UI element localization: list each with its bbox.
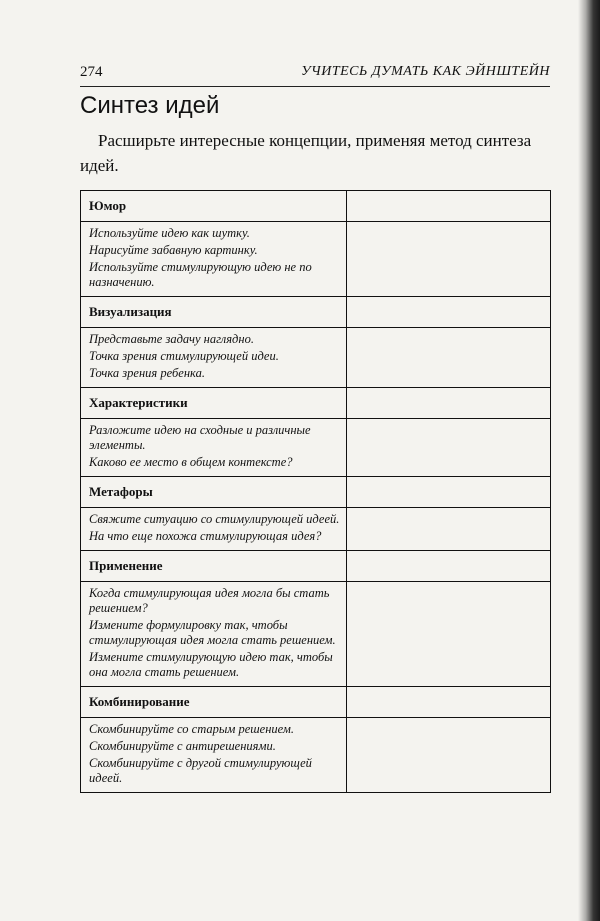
category-cell bbox=[81, 191, 347, 222]
items-row-application bbox=[81, 582, 551, 687]
blank-cell bbox=[347, 718, 551, 793]
category-cell bbox=[81, 477, 347, 508]
blank-cell bbox=[347, 388, 551, 419]
list-item: Измените стимулирующую идею так, чтобы она могла стать решением. bbox=[89, 650, 333, 679]
category-cell bbox=[81, 297, 347, 328]
items-row-combination bbox=[81, 718, 551, 793]
blank-cell bbox=[347, 508, 551, 551]
category-row-combination bbox=[81, 687, 551, 718]
category-label: Комбинирование bbox=[89, 694, 190, 709]
category-row-humor bbox=[81, 191, 551, 222]
item-list bbox=[81, 508, 346, 550]
page-number: 274 bbox=[80, 64, 103, 80]
category-label: Визуализация bbox=[89, 304, 172, 319]
blank-cell bbox=[347, 551, 551, 582]
items-cell bbox=[81, 328, 347, 388]
category-cell bbox=[81, 388, 347, 419]
running-title: УЧИТЕСЬ ДУМАТЬ КАК ЭЙНШТЕЙН bbox=[301, 64, 550, 79]
category-row-characteristics bbox=[81, 388, 551, 419]
synthesis-table bbox=[80, 190, 551, 793]
list-item: Скомбинируйте с другой стимулирующей идеей. bbox=[89, 756, 312, 785]
items-cell bbox=[81, 222, 347, 297]
items-cell bbox=[81, 718, 347, 793]
category-label: Метафоры bbox=[89, 484, 153, 499]
list-item: Используйте идею как шутку. bbox=[89, 226, 250, 240]
category-label: Характеристики bbox=[89, 395, 188, 410]
list-item: Когда стимулирующая идея могла бы стать решением? bbox=[89, 586, 330, 615]
items-row-humor bbox=[81, 222, 551, 297]
blank-cell bbox=[347, 328, 551, 388]
items-row-visualization bbox=[81, 328, 551, 388]
list-item: Каково ее место в общем контексте? bbox=[89, 455, 293, 469]
page-header bbox=[80, 60, 550, 87]
list-item: На что еще похожа стимулирующая идея? bbox=[89, 529, 322, 543]
items-cell bbox=[81, 508, 347, 551]
list-item: Разложите идею на сходные и различные элементы. bbox=[89, 423, 311, 452]
list-item: Используйте стимулирующую идею не по назначению. bbox=[89, 260, 312, 289]
item-list bbox=[81, 222, 346, 296]
category-cell bbox=[81, 551, 347, 582]
items-row-characteristics bbox=[81, 419, 551, 477]
section-title: Синтез идей bbox=[80, 92, 220, 119]
blank-cell bbox=[347, 297, 551, 328]
category-label: Применение bbox=[89, 558, 163, 573]
list-item: Свяжите ситуацию со стимулирующей идеей. bbox=[89, 512, 340, 526]
blank-cell bbox=[347, 419, 551, 477]
item-list bbox=[81, 582, 346, 686]
blank-cell bbox=[347, 582, 551, 687]
list-item: Точка зрения ребенка. bbox=[89, 366, 205, 380]
category-label: Юмор bbox=[89, 198, 127, 213]
category-cell bbox=[81, 687, 347, 718]
list-item: Измените формулировку так, чтобы стимулирующая идея могла стать решением. bbox=[89, 618, 336, 647]
list-item: Представьте задачу наглядно. bbox=[89, 332, 254, 346]
list-item: Скомбинируйте с антирешениями. bbox=[89, 739, 276, 753]
item-list bbox=[81, 419, 346, 476]
item-list bbox=[81, 718, 346, 792]
item-list bbox=[81, 328, 346, 387]
category-row-visualization bbox=[81, 297, 551, 328]
items-cell bbox=[81, 419, 347, 477]
scan-edge-shadow bbox=[578, 0, 600, 921]
items-row-metaphors bbox=[81, 508, 551, 551]
blank-cell bbox=[347, 222, 551, 297]
list-item: Нарисуйте забавную картинку. bbox=[89, 243, 258, 257]
list-item: Скомбинируйте со старым решением. bbox=[89, 722, 295, 736]
category-row-application bbox=[81, 551, 551, 582]
blank-cell bbox=[347, 687, 551, 718]
list-item: Точка зрения стимулирующей идеи. bbox=[89, 349, 279, 363]
intro-paragraph: Расширьте интересные концепции, применяя метод синтеза идей. bbox=[80, 131, 532, 175]
blank-cell bbox=[347, 191, 551, 222]
blank-cell bbox=[347, 477, 551, 508]
category-row-metaphors bbox=[81, 477, 551, 508]
items-cell bbox=[81, 582, 347, 687]
